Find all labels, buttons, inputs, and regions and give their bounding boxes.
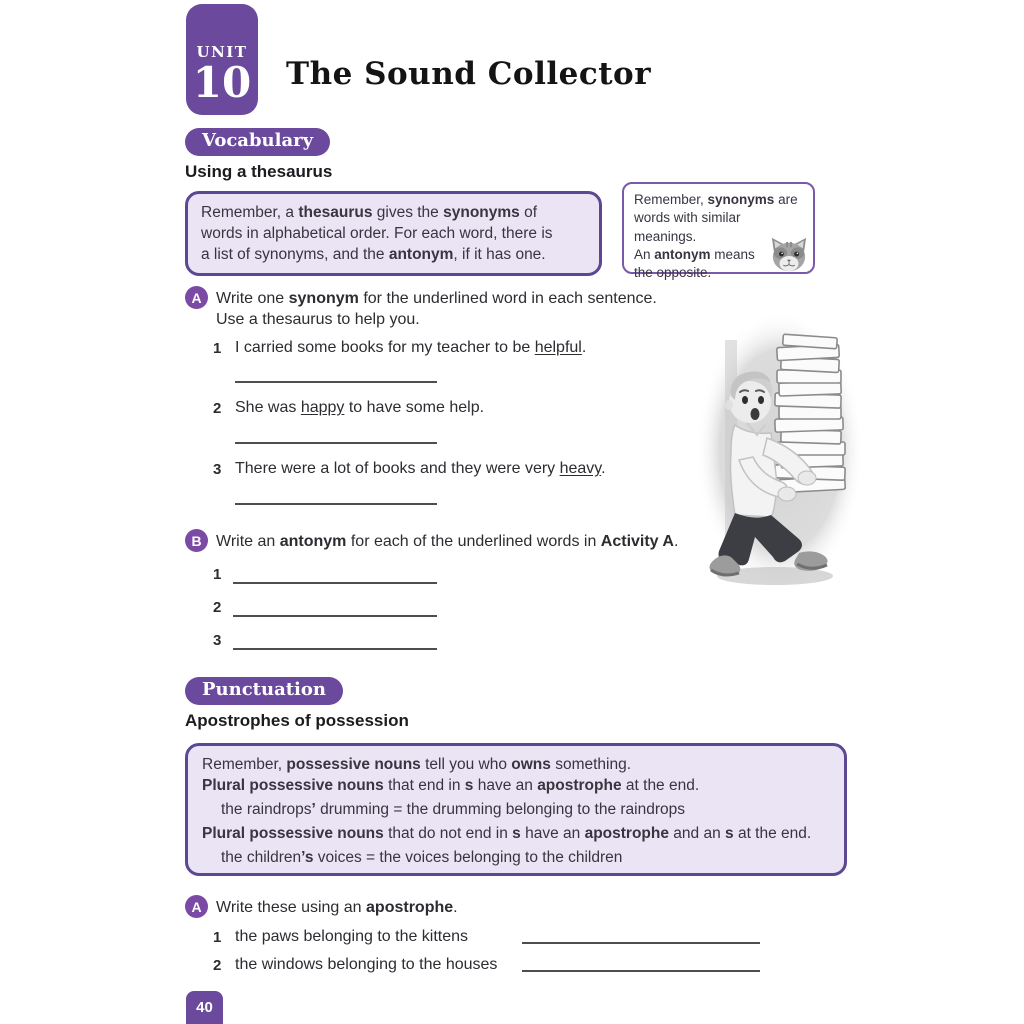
answer-blank[interactable] [522, 970, 760, 972]
remember-box-thesaurus [185, 191, 602, 276]
vocabulary-heading: Using a thesaurus [185, 162, 333, 181]
unit-number: 10 [192, 57, 252, 107]
item-number: 3 [213, 632, 222, 649]
activity-b-prompt: Write an antonym for each of the underlined words in Activity A. [216, 533, 679, 550]
remember-box-line: Remember, a thesaurus gives the synonyms of [201, 204, 538, 221]
unit-label: UNIT [196, 42, 248, 61]
answer-blank[interactable] [522, 942, 760, 944]
prompt-line: Use a thesaurus to help you. [216, 311, 420, 328]
punctuation-section-badge: Punctuation [185, 677, 343, 705]
remember-box-line: Plural possessive nouns that end in s have an apostrophe at the end. [202, 776, 700, 794]
remember-box-example: the raindrops’ drumming = the drumming belonging to the raindrops [221, 800, 685, 818]
answer-blank[interactable] [235, 442, 437, 444]
item-number: 1 [213, 340, 222, 357]
prompt-line: Write one synonym for the underlined word in each sentence. [216, 290, 657, 307]
activity-a-prompt [216, 288, 657, 330]
unit-badge [186, 4, 258, 115]
boy-carrying-books-illustration [695, 310, 865, 592]
cat-icon [768, 236, 810, 274]
answer-blank[interactable] [235, 503, 437, 505]
item-number: 2 [213, 400, 222, 417]
remember-box-line: a list of synonyms, and the antonym, if it has one. [201, 245, 546, 263]
page-title: The Sound Collector [286, 56, 652, 92]
activity-a-prompt: Write these using an apostrophe. [216, 899, 458, 916]
vocabulary-section-badge: Vocabulary [185, 128, 330, 156]
item-number: 1 [213, 566, 222, 583]
item-sentence: the windows belonging to the houses [235, 956, 498, 973]
item-sentence: There were a lot of books and they were very heavy. [235, 460, 606, 477]
remember-box-line: Plural possessive nouns that do not end in s have an apostrophe and an s at the end. [202, 824, 812, 842]
page-number-tab [186, 991, 223, 1024]
activity-a-badge: A [185, 286, 208, 309]
item-sentence: She was happy to have some help. [235, 399, 485, 416]
page-number: 40 [196, 999, 213, 1016]
remember-box-synonyms [622, 182, 815, 281]
remember-box-example: the children’s voices = the voices belonging to the children [221, 848, 623, 866]
answer-blank[interactable] [233, 648, 437, 650]
item-number: 3 [213, 461, 222, 478]
answer-blank[interactable] [233, 582, 437, 584]
answer-blank[interactable] [233, 615, 437, 617]
remember-box-line: words with similar meanings. [634, 210, 741, 244]
remember-box-line: Remember, synonyms are [634, 192, 798, 207]
remember-box-line: Remember, possessive nouns tell you who owns something. [202, 756, 632, 773]
activity-b-badge: B [185, 529, 208, 552]
answer-blank[interactable] [235, 381, 437, 383]
remember-box-line: words in alphabetical order. For each word, there is [201, 224, 553, 242]
item-number: 1 [213, 929, 222, 946]
item-number: 2 [213, 957, 222, 974]
punctuation-heading: Apostrophes of possession [185, 711, 409, 730]
remember-box-line: An antonym means [634, 247, 755, 263]
item-number: 2 [213, 599, 222, 616]
activity-a-badge: A [185, 895, 208, 918]
remember-box-possessives [185, 743, 847, 876]
item-sentence: I carried some books for my teacher to be helpful. [235, 339, 587, 356]
remember-box-line: the opposite. [634, 265, 712, 281]
item-sentence: the paws belonging to the kittens [235, 928, 469, 945]
